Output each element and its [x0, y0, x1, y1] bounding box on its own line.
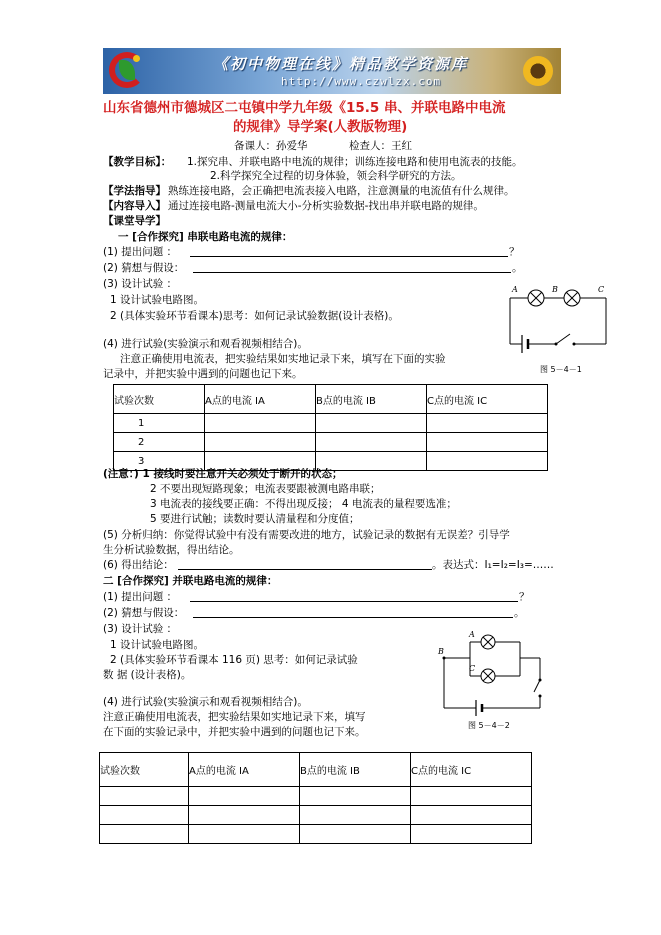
- table-header-row: [114, 385, 548, 414]
- parallel-data-table: [99, 752, 532, 844]
- table-cell[interactable]: [316, 433, 427, 452]
- table-cell[interactable]: [189, 825, 300, 844]
- part1-formula: 。表达式：I₁=I₂=I₃=……: [432, 559, 554, 571]
- objectives-label: 【教学目标】：: [103, 156, 172, 168]
- part1-heading: 一 [合作探究] 串联电路电流的规律：: [118, 231, 293, 243]
- part2-q4: (4) 进行试验(实验演示和观看视频相结合)。: [103, 696, 308, 708]
- preparer: 备课人：孙爱华: [234, 140, 308, 152]
- table-header-cell: B点的电流 IB: [316, 385, 427, 414]
- part2-step2-b: 数 据 (设计表格)。: [103, 669, 192, 681]
- table-header-cell: 试验次数: [114, 385, 205, 414]
- part1-q2-end: 。: [512, 262, 523, 274]
- part1-note-a: 注意正确使用电流表，把实验结果如实地记录下来，填写在下面的实验: [120, 353, 446, 365]
- part2-q1: (1) 提出问题 ：: [103, 591, 178, 603]
- table-cell[interactable]: [100, 806, 189, 825]
- figure1-caption: 图 5－4－1: [540, 365, 582, 374]
- series-circuit-diagram: [498, 280, 618, 375]
- classroom-label: 【课堂导学】: [103, 215, 166, 227]
- part1-q2: (2) 猜想与假设：: [103, 262, 185, 274]
- sunflower-icon: [523, 56, 553, 86]
- part2-q1-end: ？: [519, 591, 530, 603]
- table-cell[interactable]: [205, 414, 316, 433]
- point-a-label: A: [469, 630, 475, 639]
- table-cell[interactable]: [100, 787, 189, 806]
- table-row: [114, 433, 548, 452]
- part1-q6: (6) 得出结论：: [103, 559, 174, 571]
- table-cell: 1: [114, 414, 205, 433]
- part2-q1-blank[interactable]: [190, 601, 518, 602]
- method-text: 熟练连接电路，会正确把电流表接入电路，注意测量的电流值有什么规律。: [168, 185, 515, 197]
- part2-q3: (3) 设计试验 ：: [103, 623, 178, 635]
- content-label: 【内容导入】: [103, 200, 166, 212]
- table-cell[interactable]: [316, 414, 427, 433]
- caution-2: 2 不要出现短路现象；电流表要跟被测电路串联；: [150, 483, 381, 495]
- table-header-cell: A点的电流 IA: [205, 385, 316, 414]
- table-cell: 2: [114, 433, 205, 452]
- part1-q1-end: ？: [509, 246, 520, 258]
- table-cell[interactable]: [300, 787, 411, 806]
- part1-q4: (4) 进行试验(实验演示和观看视频相结合)。: [103, 338, 308, 350]
- part2-heading: 二 [合作探究] 并联电路电流的规律：: [103, 575, 278, 587]
- page-title-line1: 山东省德州市德城区二屯镇中学九年级《15.5 串、并联电路中电流: [103, 100, 506, 116]
- page-title-line2: 的规律》导学案(人教版物理): [233, 119, 408, 135]
- series-data-table: [113, 384, 548, 471]
- checker: 检查人：王红: [349, 140, 412, 152]
- method-label: 【学法指导】: [103, 185, 166, 197]
- table-header-cell: C点的电流 IC: [411, 753, 532, 787]
- header-banner: [103, 48, 561, 94]
- table-cell[interactable]: [411, 825, 532, 844]
- sun-dot-icon: [133, 55, 140, 62]
- table-cell[interactable]: [189, 787, 300, 806]
- part2-note-a: 注意正确使用电流表，把实验结果如实地记录下来，填写: [103, 711, 366, 723]
- banner-url: http://www.czwlzx.com: [281, 75, 442, 88]
- part1-q5-b: 生分析试验数据，得出结论。: [103, 544, 240, 556]
- table-cell[interactable]: [427, 452, 548, 471]
- part1-q1-blank[interactable]: [190, 256, 508, 257]
- caution-4: 5 要进行试触；读数时要认清量程和分度值；: [150, 513, 360, 525]
- part1-step1: 1 设计试验电路图。: [110, 294, 205, 306]
- part2-q2-blank[interactable]: [193, 617, 513, 618]
- part2-note-b: 在下面的实验记录中，并把实验中遇到的问题也记下来。: [103, 726, 366, 738]
- objective-1: 1.探究串、并联电路中电流的规律；训练连接电路和使用电流表的技能。: [187, 156, 523, 168]
- table-cell[interactable]: [205, 433, 316, 452]
- part2-q2: (2) 猜想与假设：: [103, 607, 185, 619]
- table-header-cell: B点的电流 IB: [300, 753, 411, 787]
- table-row: [100, 806, 532, 825]
- part2-q2-end: 。: [514, 607, 525, 619]
- table-cell[interactable]: [189, 806, 300, 825]
- table-row: [100, 825, 532, 844]
- table-cell[interactable]: [300, 825, 411, 844]
- figure2-caption: 图 5－4－2: [468, 721, 510, 730]
- part1-note-b: 记录中，并把实验中遇到的问题也记下来。: [103, 368, 303, 380]
- table-header-row: [100, 753, 532, 787]
- table-cell[interactable]: [300, 806, 411, 825]
- table-header-cell: A点的电流 IA: [189, 753, 300, 787]
- point-b-label: B: [438, 647, 444, 656]
- table-cell[interactable]: [427, 433, 548, 452]
- part1-q3: (3) 设计试验 ：: [103, 278, 178, 290]
- table-cell[interactable]: [100, 825, 189, 844]
- table-row: [100, 787, 532, 806]
- part1-q6-blank[interactable]: [178, 569, 432, 570]
- point-b-label: B: [552, 285, 558, 294]
- objective-2: 2.科学探究全过程的切身体验，领会科学研究的方法。: [210, 170, 462, 182]
- point-a-label: A: [512, 285, 518, 294]
- part1-q5-a: (5) 分析归纳：你觉得试验中有没有需要改进的地方，试验记录的数据有无误差？引导学: [103, 529, 510, 541]
- part1-q1: (1) 提出问题 ：: [103, 246, 178, 258]
- parallel-circuit-diagram: [430, 628, 555, 733]
- table-cell: 3: [114, 452, 205, 471]
- table-cell[interactable]: [411, 787, 532, 806]
- part1-q2-blank[interactable]: [193, 272, 511, 273]
- caution-1: (注意：) 1 接线时要注意开关必须处于断开的状态；: [103, 468, 343, 480]
- part2-step1: 1 设计试验电路图。: [110, 639, 205, 651]
- table-cell[interactable]: [411, 806, 532, 825]
- banner-title: 《初中物理在线》精品教学资源库: [213, 55, 469, 73]
- caution-3: 3 电流表的接线要正确：不得出现反接； 4 电流表的量程要选准；: [150, 498, 457, 510]
- content-text: 通过连接电路-测量电流大小-分析实验数据-找出串并联电路的规律。: [168, 200, 484, 212]
- table-header-cell: 试验次数: [100, 753, 189, 787]
- part2-step2-a: 2 (具体实验环节看课本 116 页) 思考：如何记录试验: [110, 654, 358, 666]
- part1-step2: 2 (具体实验环节看课本)思考：如何记录试验数据(设计表格)。: [110, 310, 399, 322]
- table-header-cell: C点的电流 IC: [427, 385, 548, 414]
- table-row: [114, 414, 548, 433]
- point-c-label: C: [598, 285, 605, 294]
- point-c-label: C: [469, 664, 476, 673]
- table-cell[interactable]: [427, 414, 548, 433]
